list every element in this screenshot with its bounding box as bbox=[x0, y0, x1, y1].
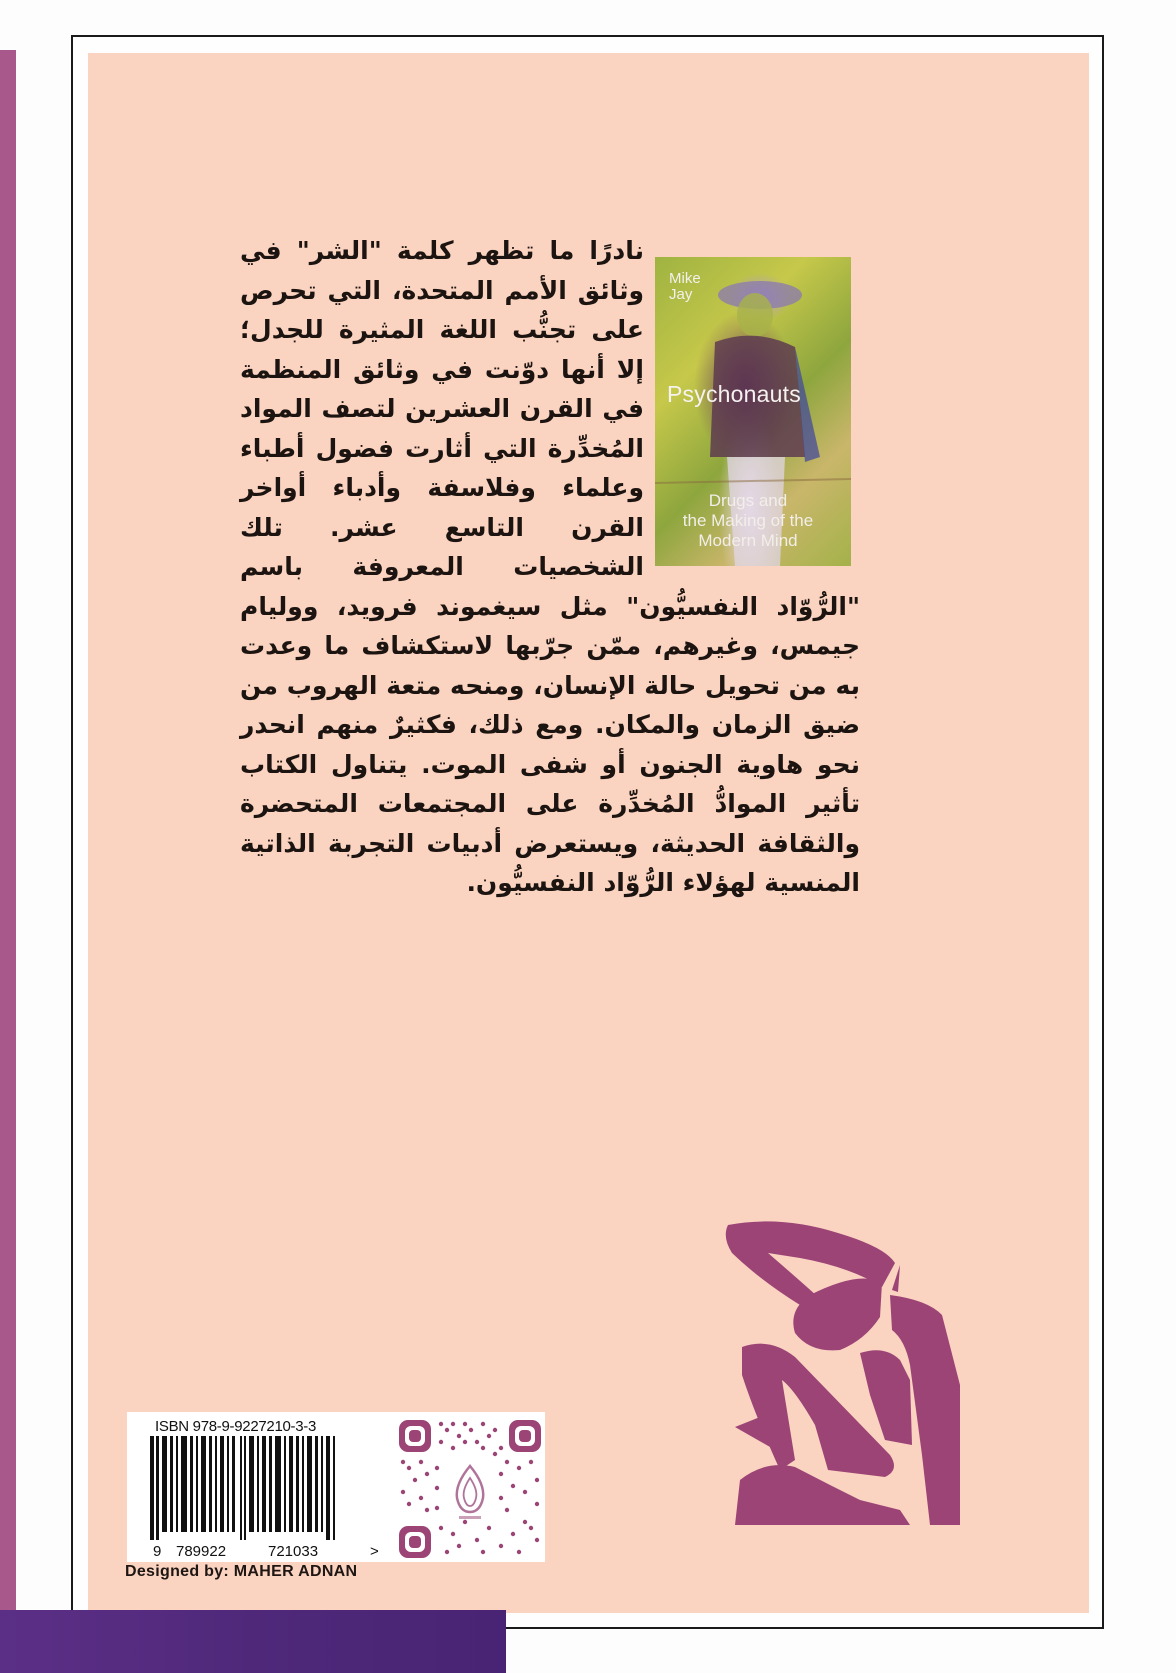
cover-title: Psychonauts bbox=[667, 381, 801, 407]
isbn-barcode-icon bbox=[130, 1436, 380, 1546]
barcode-right-digits: 721033 bbox=[268, 1543, 319, 1560]
cover-subtitle bbox=[655, 491, 841, 551]
designer-credit: Designed by: MAHER ADNAN bbox=[125, 1563, 358, 1580]
barcode-quiet-mark: > bbox=[370, 1543, 379, 1560]
subtitle-line: Modern Mind bbox=[698, 531, 798, 550]
subtitle-line: the Making of the bbox=[682, 511, 814, 530]
author-last-name: Jay bbox=[669, 286, 693, 303]
crouching-figure-illustration-icon bbox=[660, 1125, 960, 1525]
description-text: نادرًا ما تظهر كلمة "الشر" في وثائق الأمم المتحدة، التي تحرص على تجنُّب اللغة المثيرة للجدل؛ إلا أنها دوّنت في وثائق المنظمة في القرن العشرين لتصف المواد المُخدِّرة التي أثارت فضول أطباء وعلماء وفلاسفة وأدباء أواخر القرن التاسع عشر. تلك الشخصيات المعروفة باسم "الرُّوّاد النفسيُّون" مثل سيغموند فرويد، ووليام جيمس، وغيرهم، ممّن جرّبها لاستكشاف ما وعدت به من تحويل حالة الإنسان، ومنحه متعة الهروب من ضيق الزمان والمكان. ومع ذلك، فكثيرٌ منهم انحدر نحو هاوية الجنون أو شفى الموت. يتناول الكتاب تأثير الموادُّ المُخدِّرة على المجتمعات المتحضرة والثقافة الحديثة، ويستعرض أدبيات التجربة الذاتية المنسية لهؤلاء الرُّوّاد النفسيُّون. bbox=[240, 236, 860, 897]
original-book-cover-image bbox=[655, 257, 851, 566]
barcode-left-digits: 789922 bbox=[176, 1543, 227, 1560]
barcode-lead-digit: 9 bbox=[153, 1543, 162, 1560]
author-first-name: Mike bbox=[669, 270, 701, 287]
isbn-text: ISBN 978-9-9227210-3-3 bbox=[155, 1418, 317, 1435]
spine-edge-strip bbox=[0, 50, 16, 1630]
cover-author bbox=[669, 271, 701, 303]
subtitle-line: Drugs and bbox=[708, 491, 788, 510]
qr-code-icon[interactable] bbox=[397, 1418, 543, 1560]
bottom-color-bar bbox=[0, 1610, 506, 1673]
publisher-logo-icon bbox=[457, 1466, 483, 1519]
